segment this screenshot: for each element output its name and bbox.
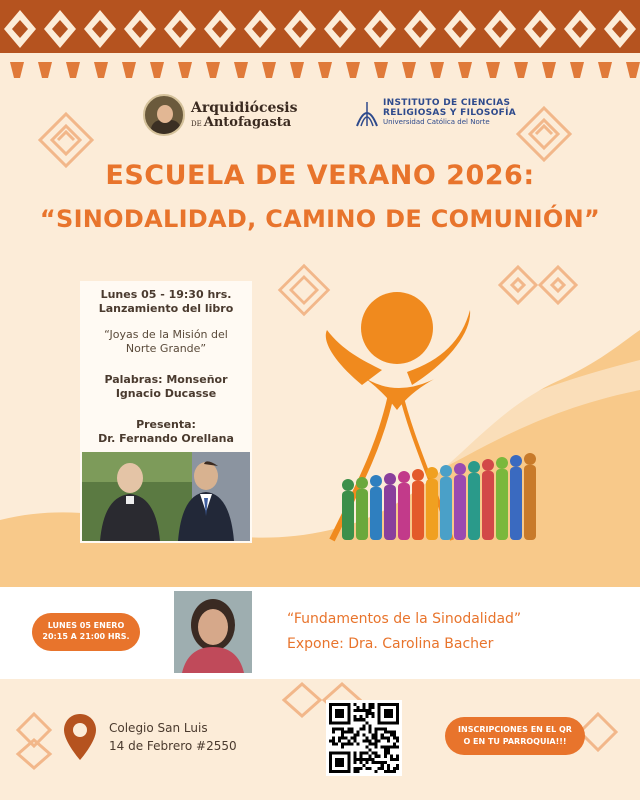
presenter-label: Presenta: [136, 418, 196, 431]
book-launch-datetime: Lunes 05 - 19:30 hrs. [100, 288, 232, 301]
top-decorative-border [0, 0, 640, 82]
synod-logo-illustration [322, 290, 552, 550]
book-launch-activity: Lanzamiento del libro [98, 302, 234, 315]
right-motif-icon [514, 104, 574, 164]
registration-line1: INSCRIPCIONES EN EL QR [458, 725, 572, 734]
instituto-logo [355, 98, 516, 128]
venue-name: Colegio San Luis [109, 721, 208, 735]
instituto-line1: INSTITUTO DE CIENCIAS [383, 98, 511, 109]
footer-left-motif-icon [14, 710, 54, 770]
talk-speaker: Expone: Dra. Carolina Bacher [287, 636, 494, 652]
location-pin-icon [62, 712, 98, 762]
arquidiocesis-logo [143, 94, 297, 136]
presenters-photo [82, 452, 250, 541]
conference-time: 20:15 A 21:00 HRS. [42, 632, 130, 641]
words-by: Palabras: Monseñor Ignacio Ducasse [104, 373, 228, 400]
book-title: “Joyas de la Misión del Norte Grande” [104, 328, 228, 355]
talk-title: “Fundamentos de la Sinodalidad” [287, 611, 522, 627]
registration-line2: O EN TU PARROQUIA!!! [463, 737, 567, 746]
conference-date-badge [32, 613, 140, 651]
registration-badge [445, 717, 585, 755]
presenter-name: Dr. Fernando Orellana [98, 432, 234, 445]
instituto-mark-icon [355, 98, 379, 128]
arquidiocesis-city: Antofagasta [203, 114, 292, 130]
venue-address: 14 de Febrero #2550 [109, 739, 237, 753]
registration-qr-code[interactable] [326, 700, 402, 776]
bishop-emblem-icon [143, 94, 185, 136]
arquidiocesis-de: DE [191, 119, 202, 128]
instituto-line2: RELIGIOSAS Y FILOSOFÍA [383, 108, 517, 119]
speaker-photo [174, 591, 252, 673]
page-subtitle: “SINODALIDAD, CAMINO DE COMUNIÓN” [39, 205, 601, 233]
conference-date: LUNES 05 ENERO [47, 621, 125, 630]
page-title: ESCUELA DE VERANO 2026: [105, 160, 535, 191]
book-launch-card [80, 281, 252, 543]
arquidiocesis-name: Arquidiócesis [191, 99, 298, 116]
instituto-line3: Universidad Católica del Norte [383, 118, 490, 127]
